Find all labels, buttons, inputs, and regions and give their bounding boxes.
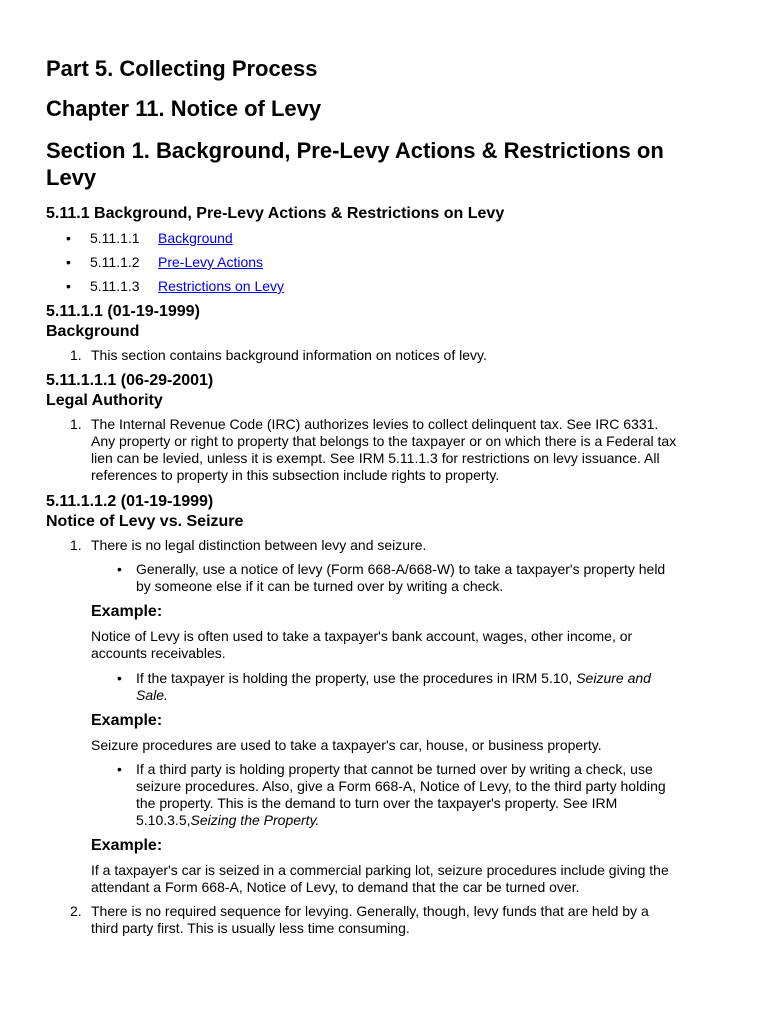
bullet-line: by someone else if it can be turned over by writing a check.	[136, 578, 504, 594]
example-label: Example:	[91, 712, 163, 729]
bullet-line: the property. This is the demand to turn over the taxpayer's property. See IRM	[136, 795, 618, 811]
bullet-text: If the taxpayer is holding the property, use the procedures in IRM 5.10,	[136, 670, 577, 686]
section-id: 5.11.1.1.2 (01-19-1999)	[46, 493, 214, 510]
example-text-line: attendant a Form 668-A, Notice of Levy, to demand that the car be turned over.	[91, 879, 580, 895]
section-heading: Legal Authority	[46, 392, 163, 409]
list-number: 2.	[70, 903, 82, 919]
paragraph: This section contains background information on notices of levy.	[91, 347, 487, 363]
part-title: Part 5. Collecting Process	[46, 56, 318, 81]
toc-link-pre-levy-actions[interactable]: Pre-Levy Actions	[158, 254, 264, 270]
toc-link-background[interactable]: Background	[158, 230, 233, 246]
example-text-line: accounts receivables.	[91, 645, 226, 661]
bullet-line	[136, 687, 736, 704]
irm-title-italic: Seizing the Property.	[190, 812, 320, 828]
toc-item-number: 5.11.1.2	[90, 254, 140, 270]
bullet: •	[117, 561, 122, 577]
bullet-line: Generally, use a notice of levy (Form 668-A/668-W) to take a taxpayer's property held	[136, 561, 666, 577]
toc-heading: 5.11.1 Background, Pre-Levy Actions & Restrictions on Levy	[46, 205, 505, 222]
toc-bullet: •	[66, 278, 71, 294]
bullet-text: 5.10.3.5,	[136, 812, 191, 828]
chapter-title: Chapter 11. Notice of Levy	[46, 96, 322, 121]
bullet-line: If a third party is holding property that cannot be turned over by writing a check, use	[136, 761, 653, 777]
bullet-line	[136, 670, 736, 687]
paragraph-line: references to property in this subsection include rights to property.	[91, 467, 500, 483]
paragraph-line: third party first. This is usually less time consuming.	[91, 920, 410, 936]
toc-bullet: •	[66, 230, 71, 246]
toc-item-number: 5.11.1.3	[90, 278, 140, 294]
toc-bullet: •	[66, 254, 71, 270]
example-text-line: Notice of Levy is often used to take a taxpayer's bank account, wages, other income, or	[91, 628, 633, 644]
section-heading: Background	[46, 323, 140, 340]
section-title-line-2: Levy	[46, 165, 97, 190]
section-id: 5.11.1.1 (01-19-1999)	[46, 303, 200, 320]
example-label: Example:	[91, 603, 163, 620]
toc-item-number: 5.11.1.1	[90, 230, 140, 246]
paragraph-line: There is no required sequence for levying. Generally, though, levy funds that are held by a	[91, 903, 649, 919]
toc-link-restrictions-on-levy[interactable]: Restrictions on Levy	[158, 278, 285, 294]
bullet-line	[136, 812, 736, 829]
section-id: 5.11.1.1.1 (06-29-2001)	[46, 372, 214, 389]
bullet: •	[117, 761, 122, 777]
example-text-line: If a taxpayer's car is seized in a commercial parking lot, seizure procedures include giving the	[91, 862, 669, 878]
example-label: Example:	[91, 837, 163, 854]
paragraph: There is no legal distinction between levy and seizure.	[91, 537, 427, 553]
paragraph-line: Any property or right to property that belongs to the taxpayer or on which there is a Federal tax	[91, 433, 677, 449]
bullet: •	[117, 670, 122, 686]
bullet-line: seizure procedures. Also, give a Form 668-A, Notice of Levy, to the third party holding	[136, 778, 666, 794]
section-heading: Notice of Levy vs. Seizure	[46, 513, 244, 530]
list-number: 1.	[70, 537, 82, 553]
example-text: Seizure procedures are used to take a taxpayer's car, house, or business property.	[91, 737, 602, 753]
section-title-line-1: Section 1. Background, Pre-Levy Actions & Restrictions on	[46, 138, 664, 163]
paragraph-line: lien can be levied, unless it is exempt. See IRM 5.11.1.3 for restrictions on levy issuance. All	[91, 450, 660, 466]
paragraph-line: The Internal Revenue Code (IRC) authorizes levies to collect delinquent tax. See IRC 6331.	[91, 416, 659, 432]
list-number: 1.	[70, 347, 82, 363]
irm-title-italic: Sale.	[136, 687, 168, 703]
list-number: 1.	[70, 416, 82, 432]
irm-title-italic: Seizure and	[576, 670, 651, 686]
